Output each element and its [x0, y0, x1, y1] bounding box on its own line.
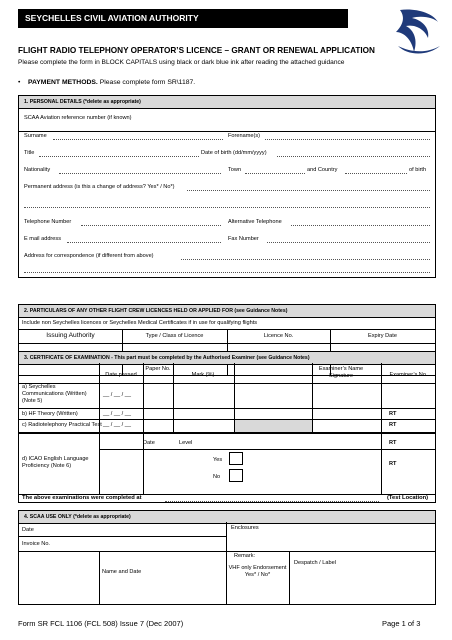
telephone-label: Telephone Number — [24, 219, 72, 225]
col-examiner-no: Examiner’s No. — [389, 372, 428, 378]
nationality-label: Nationality — [24, 167, 51, 173]
row-d-date-label: Date — [143, 440, 155, 446]
row-b-date[interactable]: __ / __ / __ — [103, 411, 131, 417]
col-licence-type: Type / Class of Licence — [145, 333, 204, 339]
row-a-label: a) Seychelles Communications (Written) (Note 5) — [22, 384, 87, 404]
payment-text: Please complete form SR\1187. — [99, 79, 196, 86]
despatch-label: Despatch / Label — [294, 560, 336, 566]
correspondence-field[interactable] — [181, 259, 430, 260]
row-c-rt: RT — [389, 422, 397, 428]
address-field[interactable] — [187, 190, 430, 191]
yes-label: Yes — [213, 457, 223, 463]
alt-telephone-field[interactable] — [291, 225, 430, 226]
row-b-rt: RT — [389, 411, 397, 417]
town-label: Town — [228, 167, 242, 173]
row-c-label: c) Radiotelephony Practical Test — [22, 422, 102, 428]
of-birth-label: of birth — [409, 167, 427, 173]
address-label: Permanent address (is this a change of address? Yes* / No*) — [24, 184, 175, 190]
country-field[interactable] — [345, 173, 407, 174]
row-c-date[interactable]: __ / __ / __ — [103, 422, 131, 428]
yes-checkbox[interactable] — [229, 452, 243, 465]
email-label: E mail address — [24, 236, 61, 242]
section-certificate-exam — [18, 351, 436, 503]
dob-field[interactable] — [277, 156, 430, 157]
alt-telephone-label: Alternative Telephone — [228, 219, 282, 225]
col-expiry-date: Expiry Date — [368, 333, 397, 339]
fax-label: Fax Number — [228, 236, 259, 242]
title-label: Title — [24, 150, 35, 156]
ref-number-label: SCAA Aviation reference number (if known) — [24, 115, 132, 121]
col-issuing-authority: Issuing Authority — [46, 332, 95, 339]
org-header: SEYCHELLES CIVIL AVIATION AUTHORITY — [18, 9, 348, 28]
section-2-heading: 2. PARTICULARS OF ANY OTHER FLIGHT CREW LICENCES HELD OR APPLIED FOR (see Guidance Notes) — [19, 305, 435, 318]
fax-field[interactable] — [267, 242, 430, 243]
email-field[interactable] — [67, 242, 221, 243]
form-instructions: Please complete the form in BLOCK CAPITALS using black or dark blue ink after reading the attached guidance — [18, 59, 345, 66]
section-scaa-use — [18, 510, 436, 605]
surname-field[interactable] — [53, 139, 223, 140]
name-date-label: Name and Date — [102, 569, 142, 575]
title-field[interactable] — [39, 156, 199, 157]
correspondence-label: Address for correspondence (if different from above) — [24, 253, 154, 259]
section-3-heading: 3. CERTIFICATE OF EXAMINATION - This part must be completed by the Authorised Examiner (see Guidance Notes) — [19, 352, 435, 365]
enclosures-label: Enclosures — [231, 525, 259, 531]
country-label: and Country — [307, 167, 338, 173]
row-d-level-label: Level — [179, 440, 193, 446]
col-date-passed: Date passed — [105, 372, 137, 378]
correspondence-field-2[interactable] — [24, 272, 430, 273]
section-4-heading: 4. SCAA USE ONLY (*delete as appropriate) — [19, 511, 435, 524]
page-number: Page 1 of 3 — [382, 619, 421, 628]
address-field-2[interactable] — [24, 207, 430, 208]
vhf-endorsement-label: VHF only Endorsement Yes* / No* — [228, 565, 287, 578]
scaa-logo — [392, 6, 442, 58]
section-2-note: Include non Seychelles licences or Seychelles Medical Certificates if in use for qualifying flights — [22, 320, 258, 326]
no-checkbox[interactable] — [229, 469, 243, 482]
payment-label: PAYMENT METHODS. — [27, 79, 98, 86]
dob-label: Date of birth (dd/mm/yyyy) — [201, 150, 267, 156]
row-d-rt-top: RT — [389, 440, 397, 446]
col-paper-no: Paper No. — [145, 366, 171, 372]
col-licence-no: Licence No. — [263, 333, 294, 339]
payment-methods — [18, 79, 195, 86]
row-c-shaded — [234, 420, 312, 432]
forenames-label: Forename(s) — [228, 133, 261, 139]
test-location-label: (Test Location) — [387, 495, 429, 501]
section-personal-details — [18, 95, 436, 278]
row-d-rt: RT — [389, 461, 397, 467]
completed-at-label: The above examinations were completed at — [22, 495, 142, 501]
forenames-field[interactable] — [265, 139, 430, 140]
surname-label: Surname — [24, 133, 47, 139]
bullet: • — [18, 79, 21, 86]
col-examiner-signature: Examiner’s Name Signature — [318, 366, 364, 379]
row-d-label: d) ICAO English Language Proficiency (Note 6) — [22, 456, 89, 469]
col-mark: Mark (%) — [191, 372, 215, 378]
town-field[interactable] — [245, 173, 305, 174]
row-b-label: b) HF Theory (Written) — [22, 411, 78, 417]
form-title: FLIGHT RADIO TELEPHONY OPERATOR’S LICENCE – GRANT OR RENEWAL APPLICATION — [18, 46, 375, 55]
form-number: Form SR FCL 1106 (FCL 508) Issue 7 (Dec 2007) — [18, 619, 184, 628]
row-a-date[interactable]: __ / __ / __ — [103, 392, 131, 398]
no-label: No — [213, 474, 221, 480]
remark-label: Remark: — [234, 553, 256, 559]
test-location-field[interactable] — [165, 501, 379, 502]
telephone-field[interactable] — [81, 225, 221, 226]
section-1-heading: 1. PERSONAL DETAILS (*delete as appropriate) — [19, 96, 435, 109]
scaa-date-label: Date — [22, 527, 34, 533]
nationality-field[interactable] — [59, 173, 221, 174]
invoice-label: Invoice No. — [22, 541, 50, 547]
